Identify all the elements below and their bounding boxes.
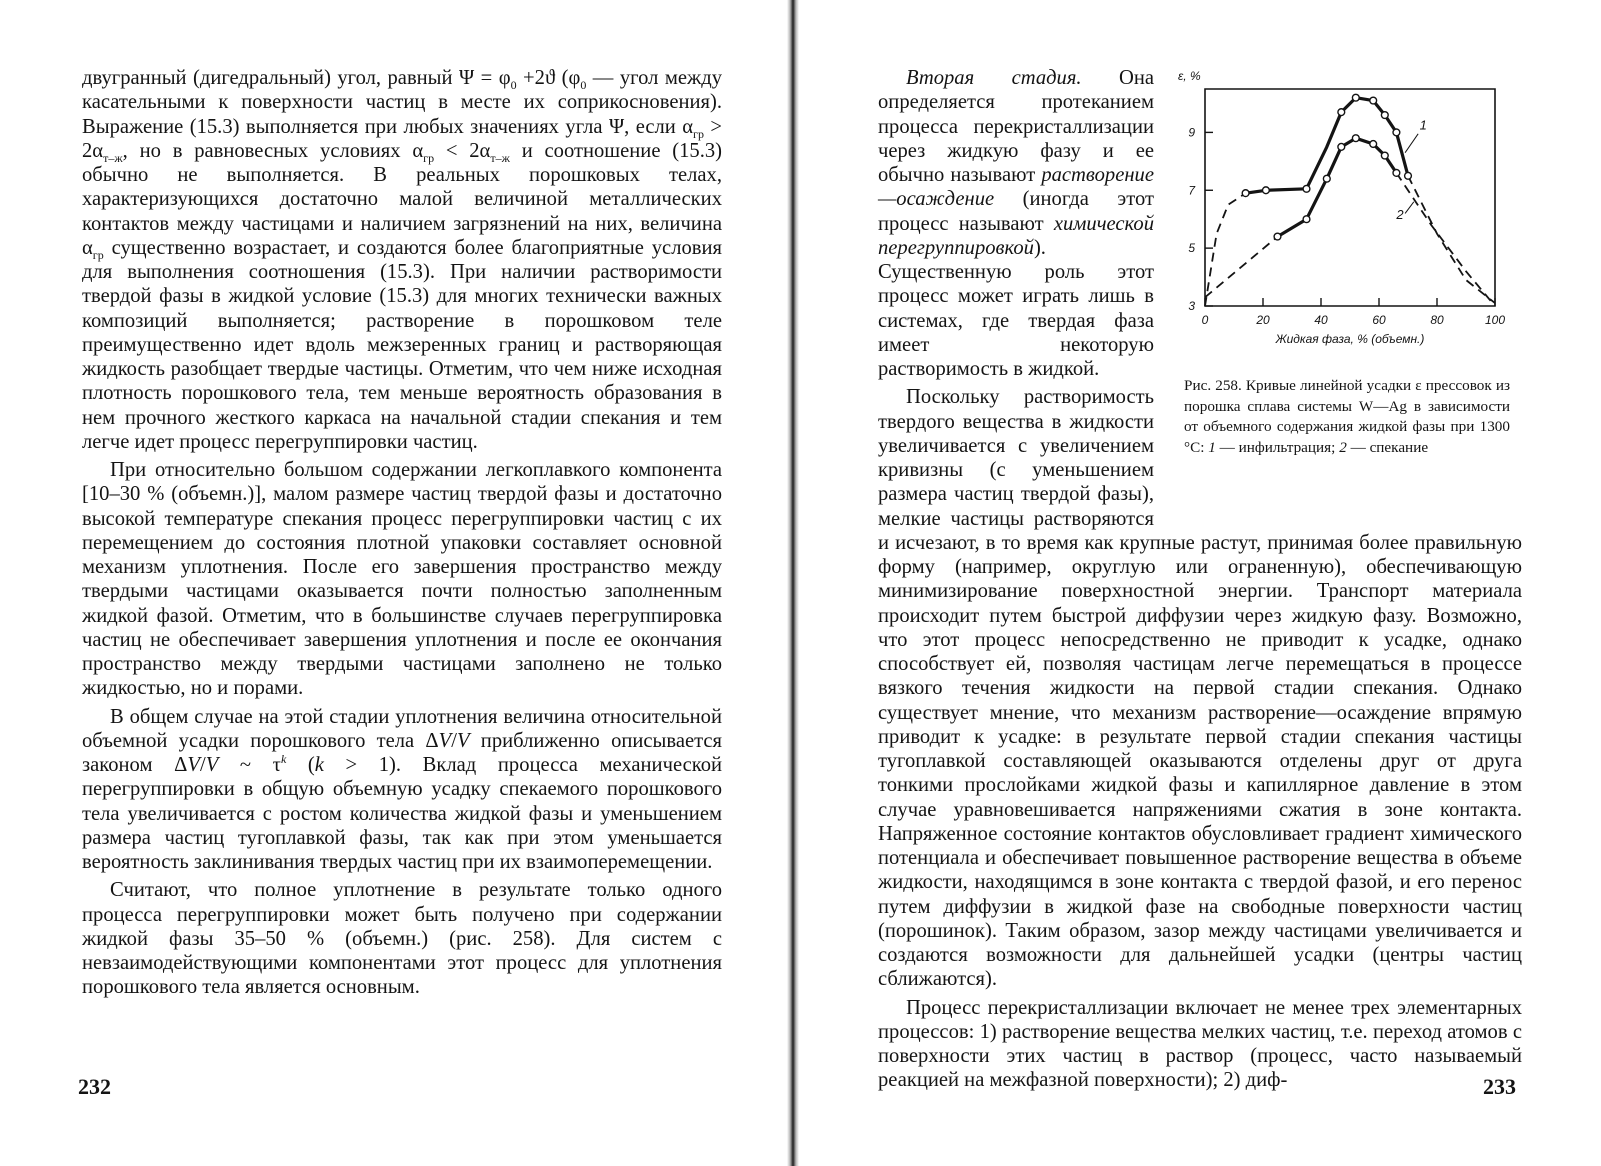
text-run: Вторая стадия. (906, 67, 1082, 89)
text-run: и соотношение (15.3) обычно не выполняется. В реальных порошковых телах, характеризующихся достаточно малой величиной металлических контактов между частицами и наличием загрязнений на них, величина α (82, 139, 723, 259)
text-run: В общем случае на этой стадии уплотнения величина относительной объемной усадки порошкового тела Δ (82, 705, 722, 752)
text-run: / (199, 754, 206, 776)
series-2-point (1370, 141, 1377, 148)
series-1-label: 1 (1419, 117, 1427, 133)
x-tick-label: 100 (1484, 313, 1506, 327)
text-run: — инфильтрация; (1215, 438, 1340, 456)
series-1-point (1370, 97, 1377, 104)
plot-frame (1205, 89, 1495, 306)
series-1-dashed-end (1408, 176, 1495, 303)
y-tick-label: 9 (1188, 125, 1195, 140)
book-gutter (787, 0, 799, 1166)
text-run: растворение—осаждение (878, 164, 1154, 211)
series-2-dashed-end (1396, 173, 1495, 306)
text-run: Рис. 258. Кривые линейной усадки ε прессовок из порошка сплава системы W—Ag в зависимости от объемного содержания жидкой фазы при 1300 °С: (1184, 377, 1510, 456)
text-run: ( (286, 754, 315, 776)
y-axis-label: ε, % (1178, 69, 1201, 83)
text-run: двугранный (дигедральный) угол, равный Ψ = φ (82, 67, 511, 89)
series-2-point (1274, 233, 1281, 240)
series-1-dashed-start (1205, 193, 1246, 306)
y-tick-label: 3 (1188, 299, 1195, 313)
text-run: k (314, 754, 324, 776)
x-tick-label: 80 (1430, 313, 1444, 327)
text-run: ~ τ (218, 754, 281, 776)
series-2-line (1278, 138, 1397, 236)
left-page-text (82, 66, 722, 1000)
text-run: гр (693, 126, 704, 141)
text-run: т–ж (103, 150, 123, 165)
text-run: 0 (580, 78, 587, 93)
series-1-point (1263, 187, 1270, 194)
x-axis-label: Жидкая фаза, % (объемн.) (1275, 332, 1425, 346)
page-number-left: 232 (78, 1074, 111, 1099)
text-run: Процесс перекристаллизации включает не менее трех элементарных процессов: 1) растворение вещества мелких частиц, т.е. переход атомов с поверхности этих частиц в раствор (процесс, часто называемый реакцией на межфазной поверхности); 2) диф- (878, 996, 1522, 1092)
text-run: V (438, 729, 452, 752)
text-run: гр (92, 247, 104, 262)
figure-258 (1172, 66, 1522, 506)
text-run: V (205, 754, 219, 776)
text-run: V (456, 729, 470, 752)
series-2-dashed-start (1205, 237, 1278, 298)
shrinkage-chart (1172, 66, 1522, 366)
series-1-point (1338, 109, 1345, 116)
text-run: < 2α (434, 139, 491, 162)
text-run: +2ϑ (φ (516, 67, 581, 89)
text-run: Считают, что полное уплотнение в результате только одного процесса перегруппировки может быть получено при содержании жидкой фазы 35–50 % (объемн.) (рис. 258). Для систем с невзаимодействующими компонентами этот процесс для уплотнения порошкового тела является основным. (82, 879, 722, 999)
x-tick-label: 0 (1201, 313, 1209, 327)
y-tick-label: 7 (1188, 183, 1195, 198)
text-run: — спекание (1346, 438, 1429, 456)
x-tick-label: 40 (1314, 313, 1328, 327)
series-1-point (1303, 185, 1310, 192)
right-page (799, 0, 1601, 1166)
paragraph (82, 458, 722, 701)
paragraph (82, 66, 722, 454)
series-1-point (1381, 112, 1388, 119)
text-run: (иногда этот процесс называют (878, 188, 1154, 235)
figure-caption (1184, 376, 1510, 458)
y-tick-label: 5 (1188, 241, 1195, 256)
text-run: гр (423, 150, 435, 165)
text-run: 0 (510, 78, 517, 93)
text-run: — угол между касательными к поверхности частиц в месте их соприкосновения). Выражение (15.3) выполняется при любых значениях угла Ψ, если α (82, 67, 722, 138)
text-run: > 2α (82, 115, 722, 162)
x-tick-label: 20 (1256, 313, 1270, 327)
series-2-point (1393, 170, 1400, 177)
series-2-leader (1405, 202, 1414, 214)
series-2-point (1338, 143, 1345, 150)
x-tick-label: 60 (1372, 313, 1386, 327)
series-2-point (1303, 216, 1310, 223)
series-1-point (1352, 94, 1359, 101)
series-2-point (1381, 152, 1388, 159)
text-run: 2 (1339, 438, 1347, 456)
paragraph (82, 705, 722, 875)
text-run: существенно возрастает, и создаются более благоприятные условия для выполнения соотношения (15.3). При наличии растворимости твердой фазы в жидкой условие (15.3) для многих технически важных композиций выполняется; растворение в порошковом теле преимущественно идет вдоль межзеренных границ и растворяющая жидкость разобщает твердые частицы. Отметим, что чем ниже исходная плотность порошкового тела, тем меньше вероятность образования в нем прочного жесткого каркаса на начальной стадии спекания и тем легче идет процесс перегруппировки частиц. (82, 236, 722, 453)
text-run: ). Существенную роль этот процесс может играть лишь в системах, где твердая фаза имеет некоторую растворимость в жидкой. (878, 236, 1154, 380)
series-2-point (1352, 135, 1359, 142)
left-page (0, 0, 787, 1166)
series-1-point (1393, 129, 1400, 136)
text-run: V (187, 754, 200, 776)
text-run: / (451, 729, 457, 752)
text-run: Поскольку растворимость твердого вещества в жидкости увеличивается с увеличением кривизны (с уменьшением размера частиц твердой фазы), мелкие частицы растворяются и исчезают, в то время как крупные растут, принимая более правильную форму (например, округлую или ограненную), обеспечивающую минимизирование поверхностной энергии. Транспорт материала происходит путем быстрой диффузии через жидкую фазу. Возможно, что этот процесс непосредственно не приводит к усадке, однако способствует ей, позволяя частицам легче перемещаться в процессе вязкого течения жидкости на первой стадии спекания. Однако существует мнение, что механизм растворение—осаждение впрямую приводит к усадке: в результате первой стадии спекания частицы тугоплавкой составляющей оказываются отделены друг от друга тонкими прослойками жидкой фазы и капиллярное давление в этом случае уравновешивается напряжениями сжатия в зоне контакта. Напряженное состояние контактов обусловливает градиент химического потенциала и обеспечивает повышенное растворение вещества в объеме жидкости, находящимся в зоне контакта с твердой фазой, и его перенос путем диффузии в жидкой фазе на свободные поверхности частиц (порошинок). Таким образом, зазор между частицами увеличивается и создаются возможности для дальнейшей усадки (центры частиц сближаются). (878, 386, 1522, 991)
text-run: т–ж (490, 150, 510, 165)
paragraph (878, 996, 1522, 1093)
text-run: приближенно описывается законом Δ (82, 729, 722, 776)
text-run: 1 (1208, 438, 1216, 456)
series-1-point (1242, 190, 1249, 197)
series-2-label: 2 (1396, 207, 1404, 223)
text-run: При относительно большом содержании легкоплавкого компонента [10–30 % (объемн.)], малом размере частиц твердой фазы и достаточно высокой температуре спекания процесс перегруппировки частиц с их перемещением до состояния плотной упаковки составляет основной механизм уплотнения. После его завершения пространство между твердыми частицами оказывается почти полностью заполненным жидкой фазой. Отметим, что в большинстве случаев перегруппировка частиц не обеспечивает завершения уплотнения и после ее окончания пространство между твердыми частицами заполнено не только жидкостью, но и порами. (82, 459, 722, 700)
text-run: , но в равновесных условиях α (122, 139, 424, 162)
text-run: химической перегруппировкой (878, 212, 1154, 259)
paragraph (82, 878, 722, 999)
text-run: Она определяется протеканием процесса перекристаллизации через жидкую фазу и ее обычно называют (878, 67, 1154, 186)
series-1-point (1405, 172, 1412, 179)
series-1-leader (1405, 134, 1418, 153)
right-page-text (878, 66, 1522, 1093)
text-run: > 1). Вклад процесса механической перегруппировки в общую объемную усадку спекаемого порошкового тела увеличивается с ростом количества жидкой фазы и уменьшением размера частиц тугоплавкой фазы, так как при этом уменьшается вероятность заклинивания твердых частиц при их взаимоперемещении. (82, 754, 723, 873)
page-number-right: 233 (1483, 1074, 1516, 1099)
series-2-point (1323, 175, 1330, 182)
text-run: k (280, 752, 287, 767)
